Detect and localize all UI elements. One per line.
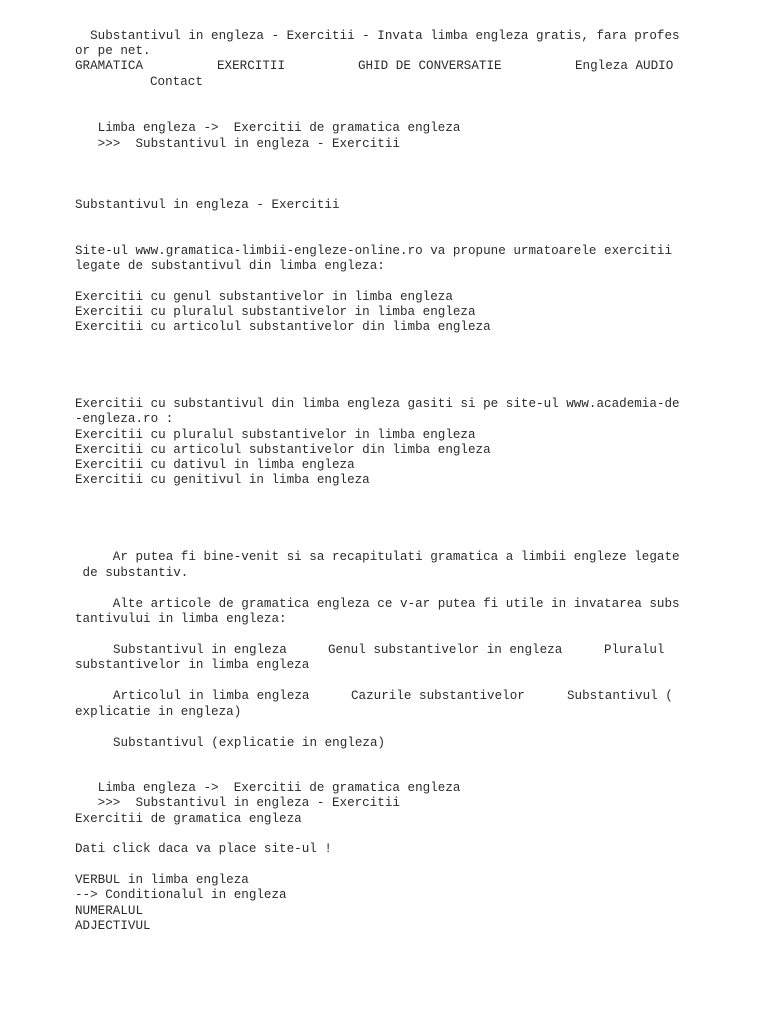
page-title-line-1: Substantivul in engleza - Exercitii - Invata limba engleza gratis, fara profes [75,29,680,43]
related-intro-line-2: tantivului in limba engleza: [75,612,287,626]
breadcrumb-bottom-line-3[interactable]: Exercitii de gramatica engleza [75,812,302,826]
recap-line-2: de substantiv. [75,566,189,580]
related-link-articolul[interactable]: Articolul in limba engleza [113,689,310,703]
breadcrumb-top-line-2[interactable]: >>> Substantivul in engleza - Exercitii [75,137,400,151]
related-intro-line-1: Alte articole de gramatica engleza ce v-ar putea fi utile in invatarea subs [75,597,680,611]
academia-link-pluralul[interactable]: Exercitii cu pluralul substantivelor in limba engleza [75,428,476,442]
footer-link-conditionalul[interactable]: --> Conditionalul in engleza [75,888,287,902]
related-link-cazurile[interactable]: Cazurile substantivelor [351,689,525,703]
nav-exercitii-link[interactable]: EXERCITII [217,59,286,73]
nav-contact-link[interactable]: Contact [150,75,203,89]
page-title-line-2: or pe net. [75,44,151,58]
intro-line-2: legate de substantivul din limba engleza: [75,259,385,273]
related-link-explicatie[interactable]: Substantivul ( [567,689,673,703]
related-link-genul[interactable]: Genul substantivelor in engleza [328,643,563,657]
related-link-explicatie-cont[interactable]: explicatie in engleza) [75,705,242,719]
exercise-link-pluralul[interactable]: Exercitii cu pluralul substantivelor in limba engleza [75,305,476,319]
exercise-link-articolul[interactable]: Exercitii cu articolul substantivelor din limba engleza [75,320,491,334]
nav-ghid-conversatie-link[interactable]: GHID DE CONVERSATIE [358,59,502,73]
breadcrumb-bottom-line-2[interactable]: >>> Substantivul in engleza - Exercitii [75,796,400,810]
academia-link-dativul[interactable]: Exercitii cu dativul in limba engleza [75,458,355,472]
footer-link-verbul[interactable]: VERBUL in limba engleza [75,873,249,887]
related-link-pluralul-cont[interactable]: substantivelor in limba engleza [75,658,310,672]
academia-link-genitivul[interactable]: Exercitii cu genitivul in limba engleza [75,473,370,487]
article-heading: Substantivul in engleza - Exercitii [75,198,340,212]
related-link-pluralul[interactable]: Pluralul [604,643,665,657]
footer-link-adjectivul[interactable]: ADJECTIVUL [75,919,151,933]
related-link-substantivul[interactable]: Substantivul in engleza [113,643,287,657]
nav-gramatica-link[interactable]: GRAMATICA [75,59,144,73]
nav-engleza-audio-link[interactable]: Engleza AUDIO [575,59,674,73]
breadcrumb-top-line-1[interactable]: Limba engleza -> Exercitii de gramatica engleza [75,121,461,135]
footer-link-numeralul[interactable]: NUMERALUL [75,904,144,918]
like-prompt: Dati click daca va place site-ul ! [75,842,332,856]
exercise-link-genul[interactable]: Exercitii cu genul substantivelor in limba engleza [75,290,453,304]
breadcrumb-bottom-line-1[interactable]: Limba engleza -> Exercitii de gramatica engleza [75,781,461,795]
academia-intro-line-2: -engleza.ro : [75,412,174,426]
academia-link-articolul[interactable]: Exercitii cu articolul substantivelor din limba engleza [75,443,491,457]
recap-line-1: Ar putea fi bine-venit si sa recapitulati gramatica a limbii engleze legate [75,550,680,564]
intro-line-1: Site-ul www.gramatica-limbii-engleze-online.ro va propune urmatoarele exercitii [75,244,673,258]
related-link-explicatie-2[interactable]: Substantivul (explicatie in engleza) [113,736,386,750]
academia-intro-line-1: Exercitii cu substantivul din limba engleza gasiti si pe site-ul www.academia-de [75,397,680,411]
